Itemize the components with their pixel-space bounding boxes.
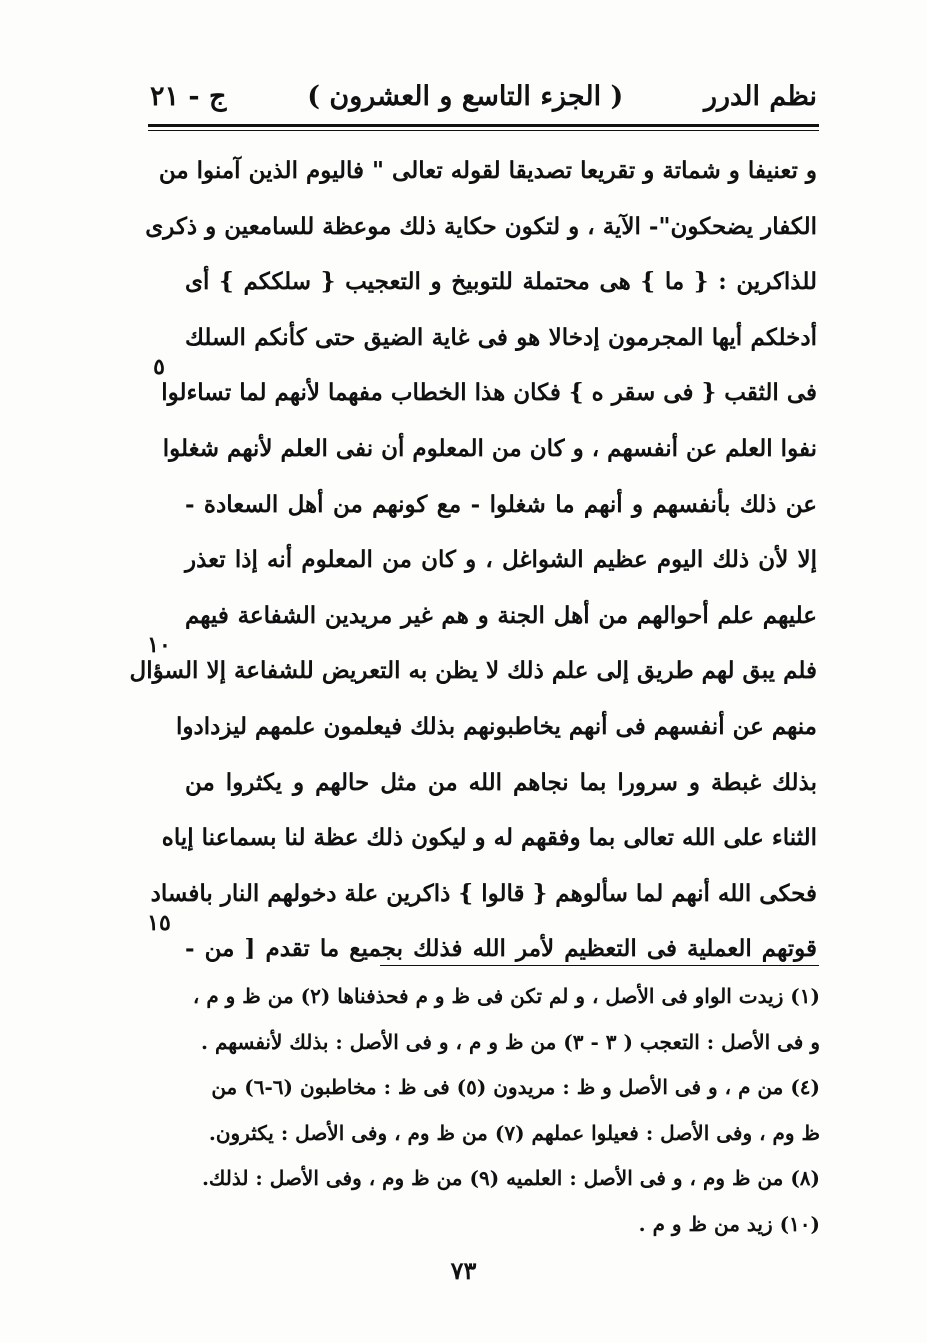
body-line: عن ذلك بأنفسهم و أنهم ما شغلوا - مع كونهم من أهل السعادة - (185, 490, 817, 518)
body-line: أدخلكم أيها المجرمون إدخالا هو فى غاية الضيق حتى كأنكم السلك (185, 323, 817, 351)
part-title: ( الجزء التاسع و العشرون ) (307, 80, 624, 112)
page-number: ٧٣ (450, 1256, 477, 1285)
body-line: فلم يبق لهم طريق إلى علم ذلك لا يظن به التعريض للشفاعة إلا السؤال (129, 657, 817, 685)
volume-label: ج - ٢١ (150, 80, 227, 112)
body-line: بذلك غبطة و سرورا بما نجاهم الله من مثل حالهم و يكثروا من (185, 768, 817, 796)
footnote-line: ظ وم ، وفى الأصل : فعيلوا عملهم (٧) من ظ وم ، وفى الأصل : يكثرون. (208, 1120, 820, 1145)
body-line: و تعنيفا و شماتة و تقريعا تصديقا لقوله تعالى " فاليوم الذين آمنوا من (158, 157, 817, 184)
line-number-5: ٥ (153, 354, 165, 380)
body-line: نفوا العلم عن أنفسهم ، و كان من المعلوم أن نفى العلم لأنهم شغلوا (162, 434, 817, 462)
footnote-line: (٤) من م ، و فى الأصل و ظ : مريدون (٥) فى ظ : مخاطبون (٦-٦) من (211, 1075, 820, 1099)
body-line: عليهم علم أحوالهم من أهل الجنة و هم غير مريدين الشفاعة فيهم (185, 601, 817, 629)
line-number-10: ١٠ (147, 632, 171, 658)
footnote-separator (380, 965, 819, 966)
footnotes (150, 974, 820, 1247)
book-title: نظم الدرر (703, 80, 817, 112)
line-number-15: ١٥ (147, 910, 171, 936)
footnote-line: (١) زيدت الواو فى الأصل ، و لم تكن فى ظ و م فحذفناها (٢) من ظ و م ، (192, 984, 820, 1008)
footnote-line: (١٠) زيد من ظ و م . (638, 1211, 820, 1236)
running-header (150, 72, 817, 120)
header-rule-thin (148, 130, 819, 131)
body-line: الكفار يضحكون"- الآية ، و لتكون حكاية ذلك موعظة للسامعين و ذكرى (145, 212, 817, 240)
body-line: منهم عن أنفسهم فى أنهم يخاطبونهم بذلك فيعلمون علمهم ليزدادوا (175, 712, 817, 740)
body-line: الثناء على الله تعالى بما وفقهم له و ليكون ذلك عظة لنا بسماعنا إياه (161, 824, 817, 852)
footnote-line: (٨) من ظ وم ، و فى الأصل : العلميه (٩) من ظ وم ، وفى الأصل : لذلك. (201, 1166, 820, 1190)
footnote-line: و فى الأصل : التعجب ( ٣ - ٣) من ظ و م ، و فى الأصل : بذلك لأنفسهم . (201, 1029, 820, 1054)
body-line: فحكى الله أنهم لما سألوهم { قالوا } ذاكرين علة دخولهم النار بافساد (150, 879, 817, 907)
header-rule-thick (148, 124, 819, 127)
body-line: فى الثقب { فى سقر ه } فكان هذا الخطاب مفهما لأنهم لما تساءلوا (161, 379, 817, 407)
body-line: قوتهم العملية فى التعظيم لأمر الله فذلك بجميع ما تقدم [ من - (185, 935, 817, 963)
body-line: إلا لأن ذلك اليوم عظيم الشواغل ، و كان من المعلوم أنه إذا تعذر (185, 546, 817, 574)
body-line: للذاكرين : { ما } هى محتملة للتوبيخ و التعجيب { سلككم } أى (185, 268, 817, 296)
